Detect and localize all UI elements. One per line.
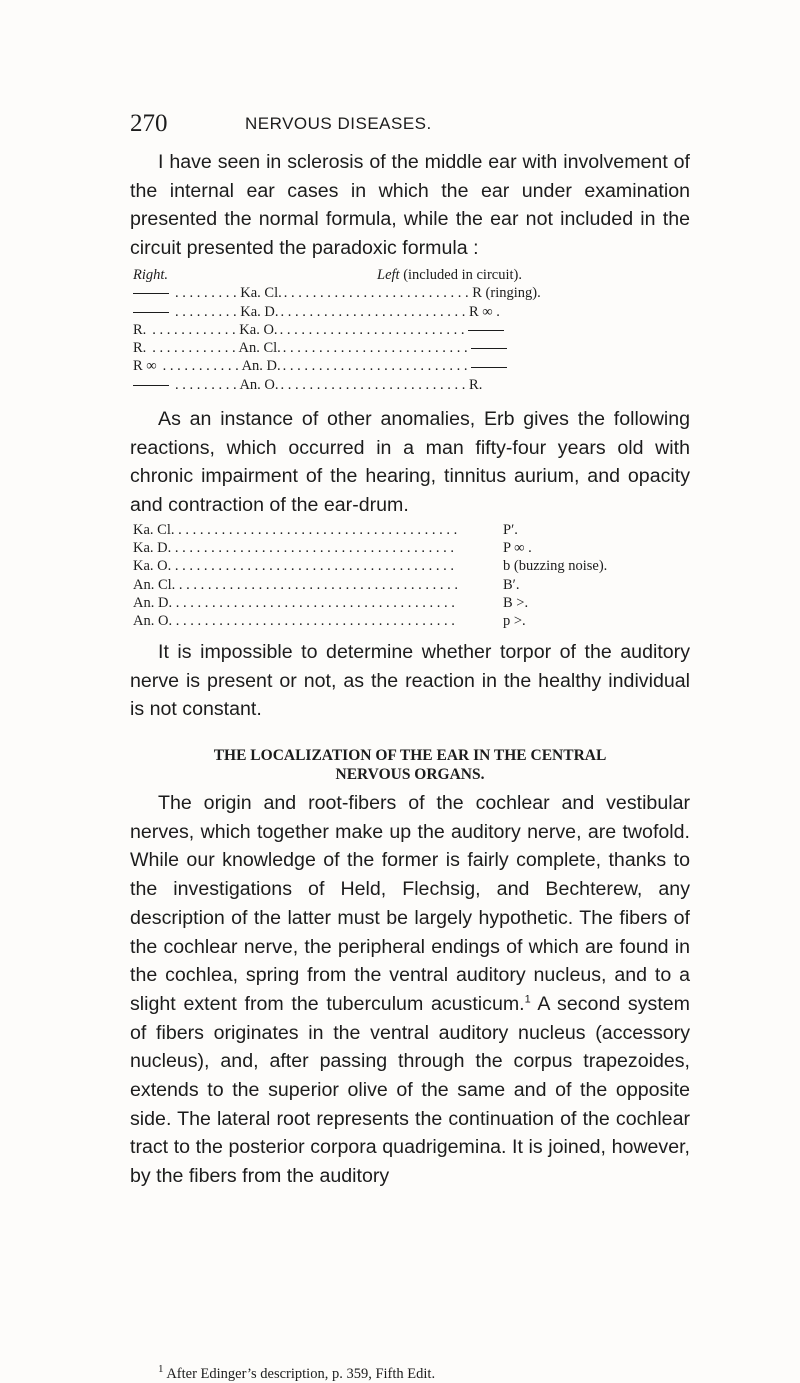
right-ear-reaction: R ∞ xyxy=(133,358,157,375)
reaction-value: B′. xyxy=(503,576,520,593)
reaction-value: P′. xyxy=(503,522,518,538)
paragraph-2: As an instance of other anomalies, Erb gives the following reactions, which occurred in a man fifty-four years old with chronic impairment of the hearing, tinnitus aurium, and opacity and contraction of the ear-drum. xyxy=(130,408,690,517)
paragraph-4-part-2: A second system of fibers originates in the ventral auditory nucleus (accessory nucleus), and, after passing through the corpus trapezoides, extends to the superior olive of the same and of the opposite side. The lateral root represents the continuation of the cochlear tract to the posterior corpora quadrigemina. It is joined, however, by the fibers from the auditory xyxy=(130,992,690,1188)
right-ear-reaction xyxy=(133,376,169,394)
left-ear-reaction: . . . . . . . . . . . . . . . . . . . . . . . . . . xyxy=(283,339,508,357)
reaction-label: Ka. O. . . . . . . . . . . . . . . . . . . . . . . . . . . . . . . . . . . . . . . . xyxy=(133,558,455,575)
section-heading-line-1: THE LOCALIZATION OF THE EAR IN THE CENTRAL xyxy=(213,747,607,764)
reaction-value: P ∞ . xyxy=(503,540,532,557)
footnote xyxy=(158,1363,436,1383)
left-ear-reaction: . . . . . . . . . . . . . . . . . . . . . . . . . . xyxy=(280,321,505,339)
electrode-state: . . . . . . . . . Ka. Cl. xyxy=(175,285,282,302)
left-ear-label: Left (included in circuit). xyxy=(377,267,522,283)
right-ear-reaction: R. xyxy=(133,340,147,357)
page-number: 270 xyxy=(130,110,168,137)
running-head xyxy=(130,110,690,140)
footnote-ref: 1 xyxy=(524,993,531,1006)
section-heading-line-2: NERVOUS ORGANS. xyxy=(335,766,485,783)
left-ear-reaction: . . . . . . . . . . . . . . . . . . . . . . . . . . R (ringing). xyxy=(283,285,541,302)
electrode-state: . . . . . . . . . An. O. xyxy=(175,376,279,393)
reaction-label: An. Cl. . . . . . . . . . . . . . . . . . . . . . . . . . . . . . . . . . . . . . . . xyxy=(133,576,459,593)
left-ear-reaction: . . . . . . . . . . . . . . . . . . . . . . . . . . R. xyxy=(280,376,483,393)
electrode-state: . . . . . . . . . Ka. D. xyxy=(175,303,279,320)
paragraph-4-part-1: The origin and root-fibers of the cochlear and vestibular nerves, which together make up the auditory nerve, are twofold. While our knowledge of the former is fairly complete, thanks to the investigations of Held, Flechsig, and Bechterew, any description of the latter must be largely hypothetic. The fibers of the cochlear nerve, the peripheral endings of which are found in the cochlea, spring from the ventral auditory nucleus, and to a slight extent from the tuberculum acusticum. xyxy=(130,792,690,1015)
paragraph-1: I have seen in sclerosis of the middle ear with involvement of the internal ear cases in which the ear under examination presented the normal formula, while the ear not included in the circuit presented the paradoxic formula : xyxy=(130,151,690,260)
right-ear-reaction: R. xyxy=(133,321,147,338)
electrode-state: . . . . . . . . . . . . Ka. O. xyxy=(152,321,278,338)
section-heading xyxy=(130,746,690,784)
reaction-value: B >. xyxy=(503,594,529,611)
paragraph-4 xyxy=(130,789,690,1191)
electrode-state: . . . . . . . . . . . . An. Cl. xyxy=(152,340,281,357)
right-ear-label: Right. xyxy=(133,267,169,283)
right-ear-reaction xyxy=(133,303,169,321)
footnote-text: After Edinger’s description, p. 359, Fifth Edit. xyxy=(166,1366,436,1382)
left-ear-reaction: . . . . . . . . . . . . . . . . . . . . . . . . . . xyxy=(283,357,508,375)
reaction-label: Ka. Cl. . . . . . . . . . . . . . . . . . . . . . . . . . . . . . . . . . . . . . . . xyxy=(133,522,458,538)
reaction-label: An. D. . . . . . . . . . . . . . . . . . . . . . . . . . . . . . . . . . . . . . . . xyxy=(133,594,455,611)
right-ear-reaction xyxy=(133,284,169,302)
reaction-label: Ka. D. . . . . . . . . . . . . . . . . . . . . . . . . . . . . . . . . . . . . . . . xyxy=(133,540,455,557)
running-title: NERVOUS DISEASES. xyxy=(245,114,432,133)
paragraph-3: It is impossible to determine whether torpor of the auditory nerve is present or not, as the reaction in the healthy individual is not constant. xyxy=(130,641,690,721)
footnote-mark: 1 xyxy=(158,1363,164,1376)
reaction-value: b (buzzing noise). xyxy=(503,558,608,575)
left-ear-reaction: . . . . . . . . . . . . . . . . . . . . . . . . . . R ∞ . xyxy=(280,303,500,320)
electrode-state: . . . . . . . . . . . An. D. xyxy=(162,358,281,375)
reaction-value: p >. xyxy=(503,612,526,629)
reaction-label: An. O. . . . . . . . . . . . . . . . . . . . . . . . . . . . . . . . . . . . . . . . xyxy=(133,612,455,629)
